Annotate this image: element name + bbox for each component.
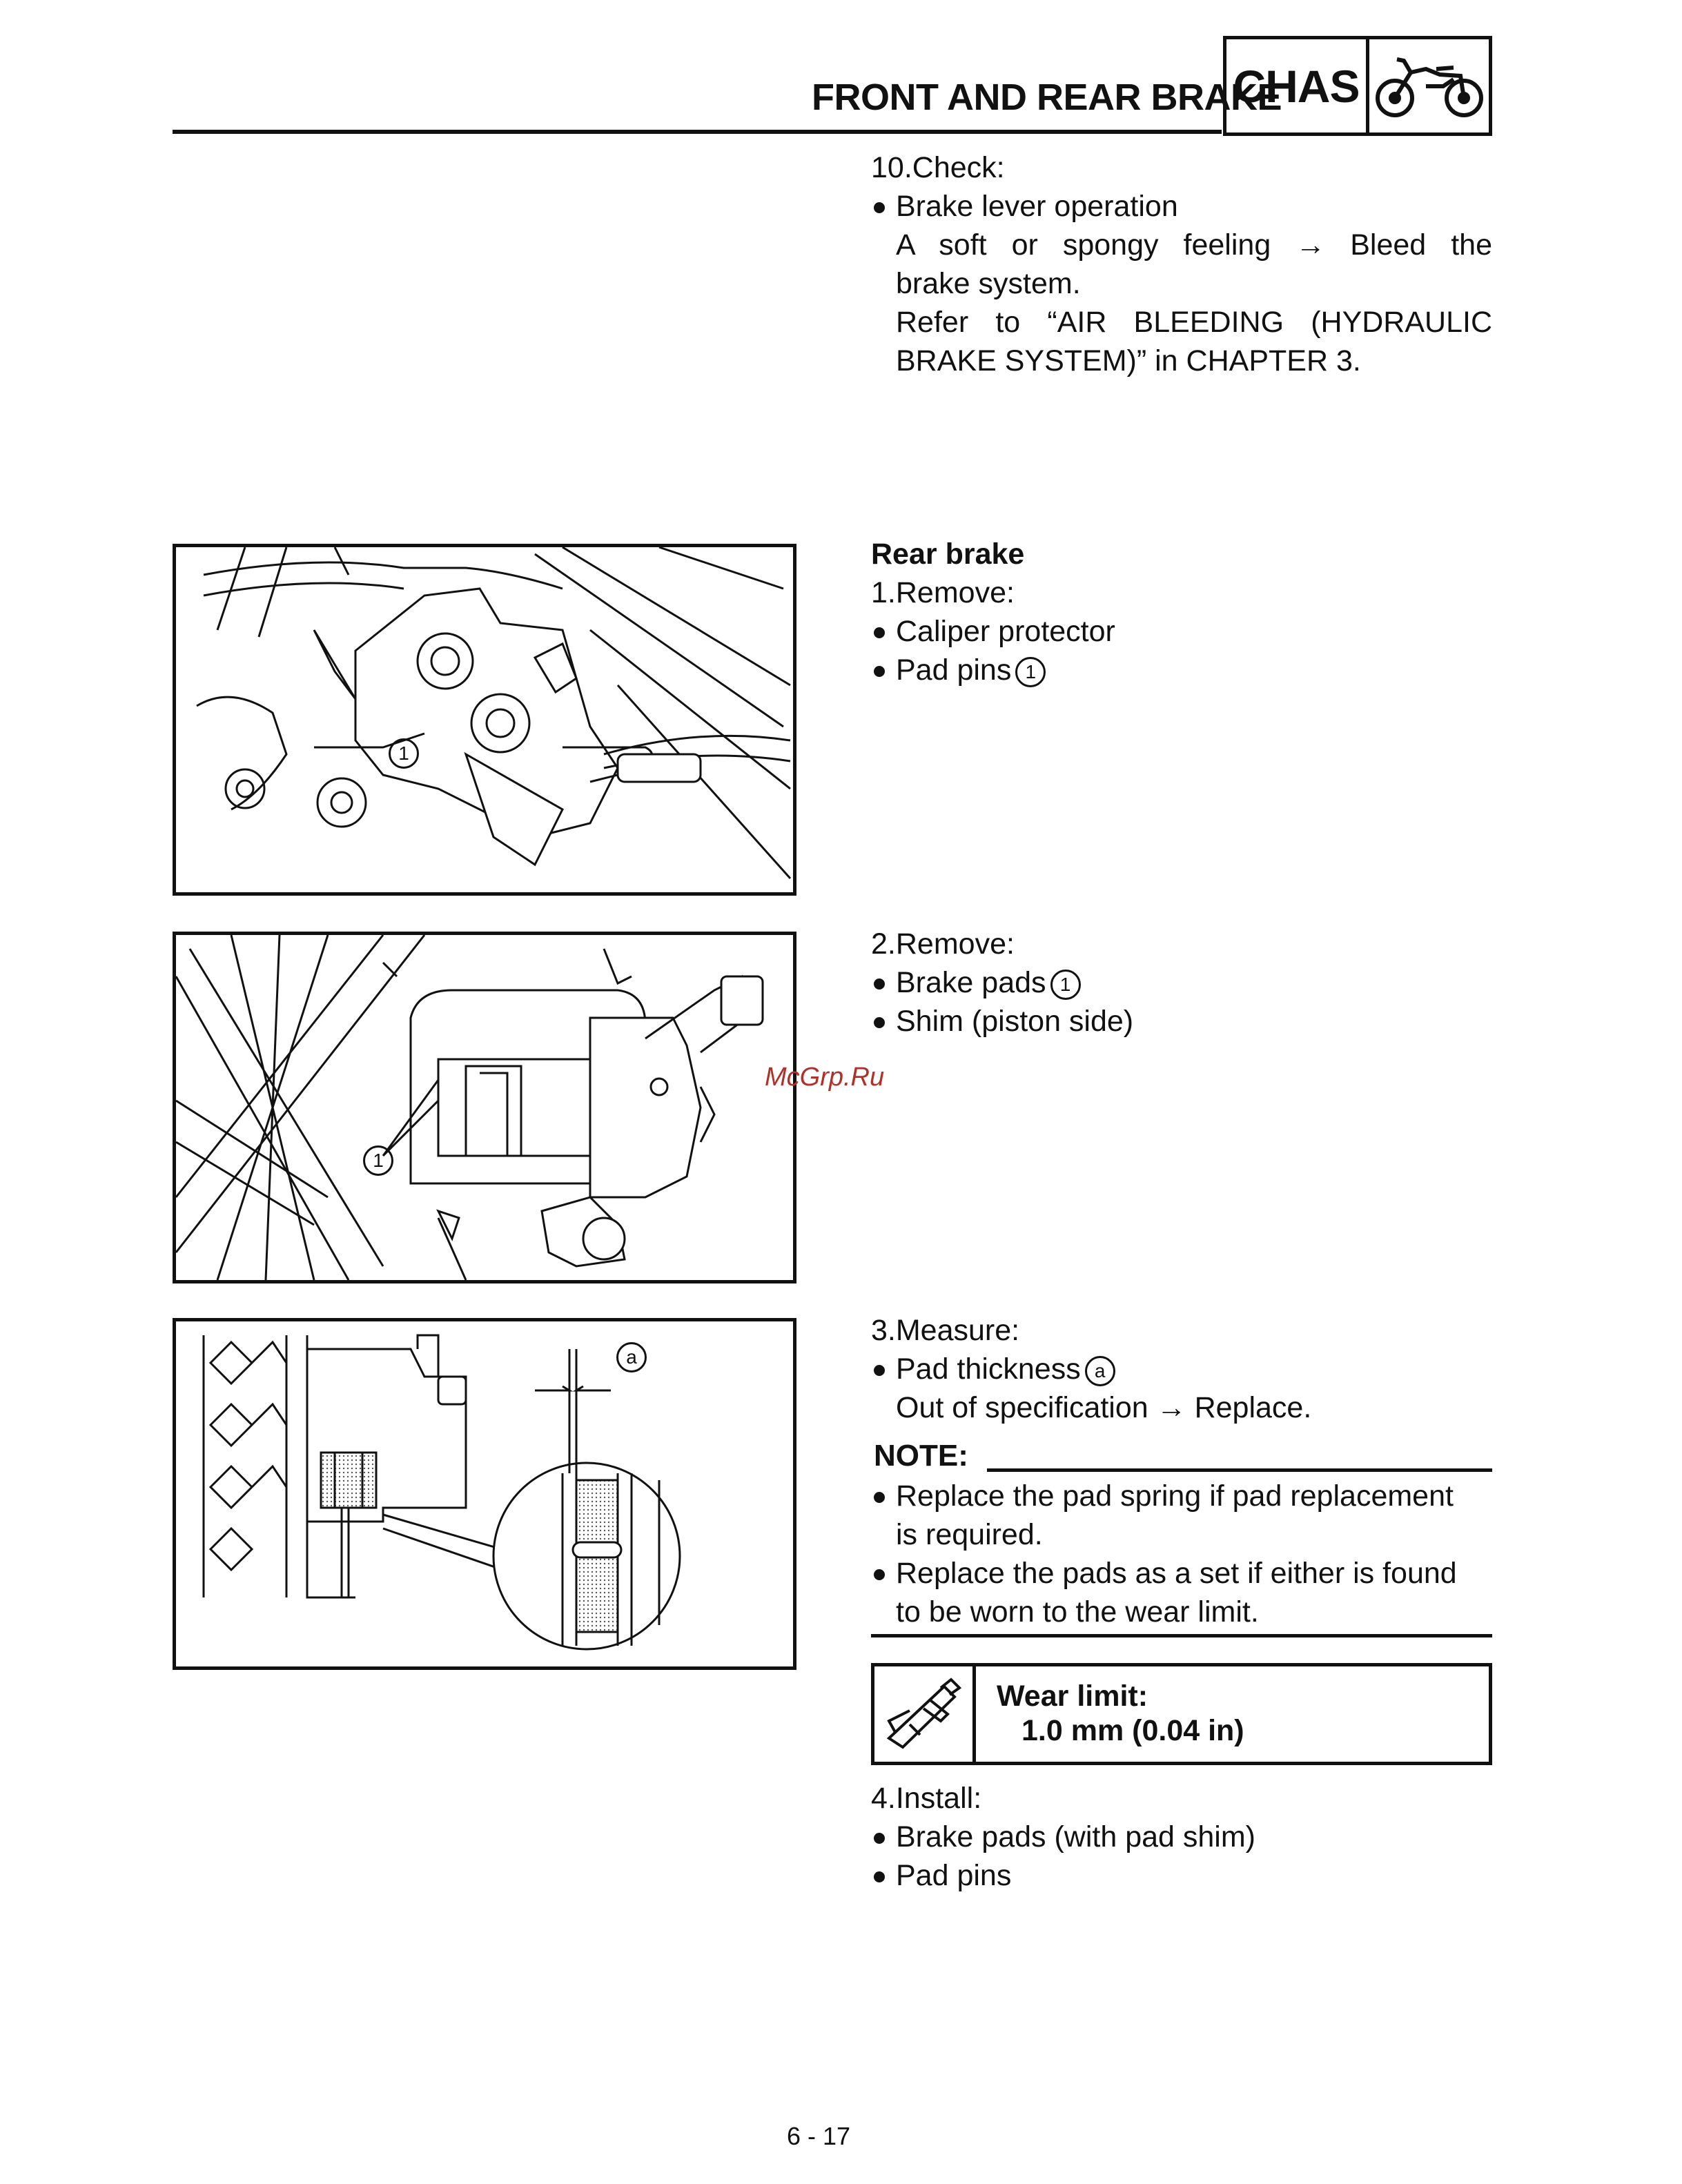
list-item: Caliper protector (871, 612, 1492, 651)
wear-limit-box (871, 1663, 1492, 1765)
text-line: Out of specification → Replace. (896, 1391, 1312, 1424)
list-item: Brake pads (with pad shim) (871, 1818, 1492, 1856)
text-line: A soft or spongy feeling → Bleed the (896, 228, 1492, 262)
rear-step-2 (871, 925, 1492, 1041)
figure-pad-thickness (173, 1318, 796, 1670)
list-item: Pad thickness a (871, 1350, 1492, 1388)
figure-caliper-protector (173, 544, 796, 896)
callout-marker: a (616, 1342, 647, 1373)
page-title: FRONT AND REAR BRAKE (812, 77, 1282, 118)
section-code: CHAS (1226, 39, 1369, 132)
caliper-gauge-icon (874, 1666, 976, 1762)
list-item: Brake pads 1 (871, 963, 1492, 1002)
wear-limit-value: 1.0 mm (0.04 in) (1021, 1714, 1244, 1747)
list-item: Pad pins (871, 1856, 1492, 1895)
step-heading: 2.Remove: (871, 927, 1015, 961)
step-heading: 10.Check: (871, 151, 1005, 184)
text-line: BRAKE SYSTEM)” in CHAPTER 3. (896, 344, 1361, 377)
header-rule (173, 130, 1222, 134)
step-heading: 3.Measure: (871, 1314, 1020, 1347)
note-label: NOTE: (874, 1439, 968, 1473)
callout-marker: 1 (389, 738, 419, 769)
text-line: is required. (896, 1518, 1043, 1551)
text-line: Refer to “AIR BLEEDING (HYDRAULIC (896, 306, 1492, 339)
rear-step-4 (871, 1779, 1492, 1895)
step-10 (871, 148, 1492, 380)
callout-marker: 1 (363, 1145, 393, 1176)
callout-marker: 1 (1050, 970, 1081, 1000)
list-item: Replace the pads as a set if either is found (871, 1554, 1492, 1593)
list-item: Replace the pad spring if pad replacement (871, 1477, 1492, 1515)
step-heading: 4.Install: (871, 1782, 982, 1815)
text-line: to be worn to the wear limit. (896, 1595, 1259, 1629)
rear-step-1 (871, 535, 1492, 689)
list-item: Pad pins 1 (871, 651, 1492, 689)
wear-limit-text (976, 1666, 1244, 1762)
note-end-rule (871, 1634, 1492, 1637)
callout-marker: 1 (1015, 657, 1046, 687)
motorcycle-icon (1369, 39, 1489, 132)
list-item: Brake lever operation (871, 187, 1492, 226)
page-number: 6 - 17 (787, 2122, 851, 2150)
watermark: McGrp.Ru (765, 1063, 885, 1092)
callout-marker: a (1085, 1356, 1115, 1386)
note-list (871, 1477, 1492, 1631)
wear-limit-label: Wear limit: (997, 1680, 1148, 1713)
text-line: brake system. (896, 267, 1081, 300)
rear-step-3 (871, 1311, 1492, 1427)
section-badge (1223, 36, 1492, 136)
section-heading: Rear brake (871, 538, 1025, 571)
figure-brake-pads (173, 932, 796, 1283)
step-heading: 1.Remove: (871, 576, 1015, 609)
list-item: Shim (piston side) (871, 1002, 1492, 1041)
note-rule (987, 1468, 1492, 1472)
